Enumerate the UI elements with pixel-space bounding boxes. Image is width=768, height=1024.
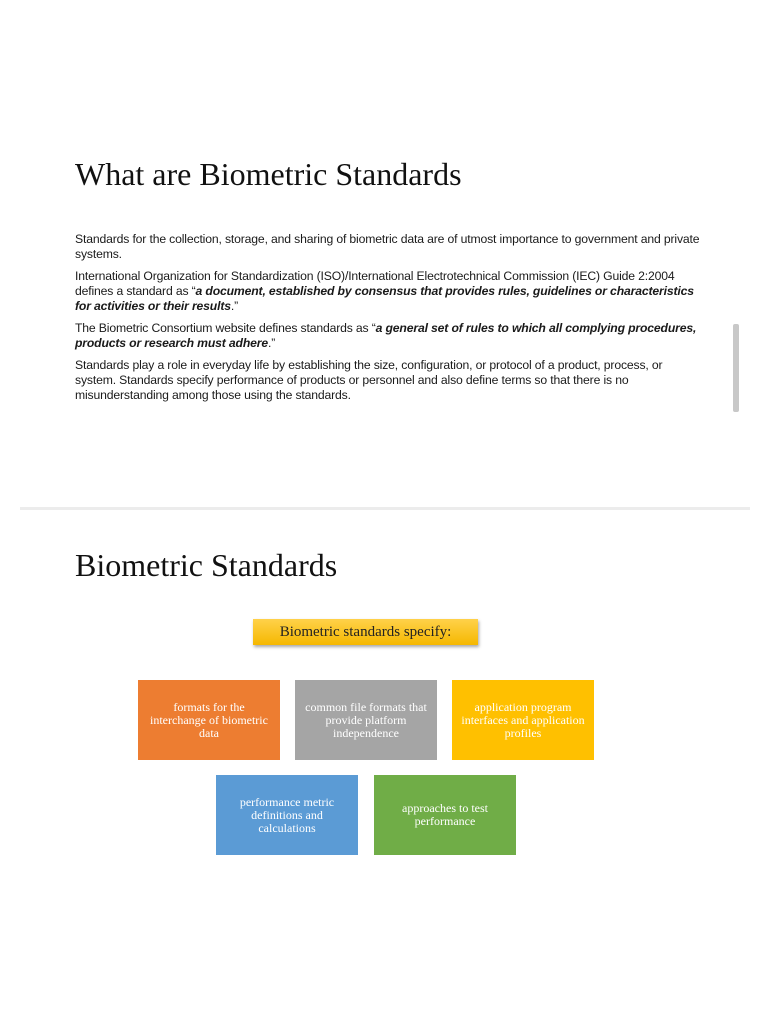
diagram-box (452, 680, 594, 760)
paragraph (75, 269, 700, 314)
diagram-header: Biometric standards specify: (253, 619, 478, 645)
slide-divider (20, 507, 750, 510)
scrollbar[interactable] (733, 324, 739, 412)
box-label: application program interfaces and application profiles (461, 699, 585, 740)
quote-text: a document, established by consensus that provides rules, guidelines or characteristics for activities or their results (75, 284, 694, 313)
diagram-box (216, 775, 358, 855)
box-label: formats for the interchange of biometric data (150, 699, 268, 740)
box-label: approaches to test performance (402, 801, 488, 828)
paragraph (75, 358, 700, 403)
quote-end: .” (267, 336, 276, 350)
box-label: common file formats that provide platform independence (305, 699, 427, 740)
paragraph-text: The Biometric Consortium website defines standards as “ (75, 321, 376, 335)
box-label: performance metric definitions and calculations (239, 794, 335, 835)
paragraph (75, 232, 700, 262)
paragraph-text: Standards play a role in everyday life by establishing the size, configuration, or protocol of a product, process, or system. Standards specify performance of products or personnel and also define terms so that there is no misunderstanding among those using the standards. (75, 358, 663, 402)
quote-end: .” (230, 299, 239, 313)
paragraph-text: International Organization for Standardization (ISO)/International Electrotechnical Commission (IEC) Guide 2:2004 defines a standard as “ (75, 269, 675, 298)
paragraph (75, 321, 700, 351)
diagram-box (295, 680, 437, 760)
slide-body (75, 232, 700, 410)
quote-text: a general set of rules to which all complying procedures, products or research must adhere (75, 321, 697, 350)
slide-title: Biometric Standards (75, 547, 338, 583)
slide-title: What are Biometric Standards (75, 156, 462, 192)
diagram-box (374, 775, 516, 855)
diagram-box (138, 680, 280, 760)
paragraph-text: Standards for the collection, storage, and sharing of biometric data are of utmost importance to government and private systems. (75, 232, 700, 261)
